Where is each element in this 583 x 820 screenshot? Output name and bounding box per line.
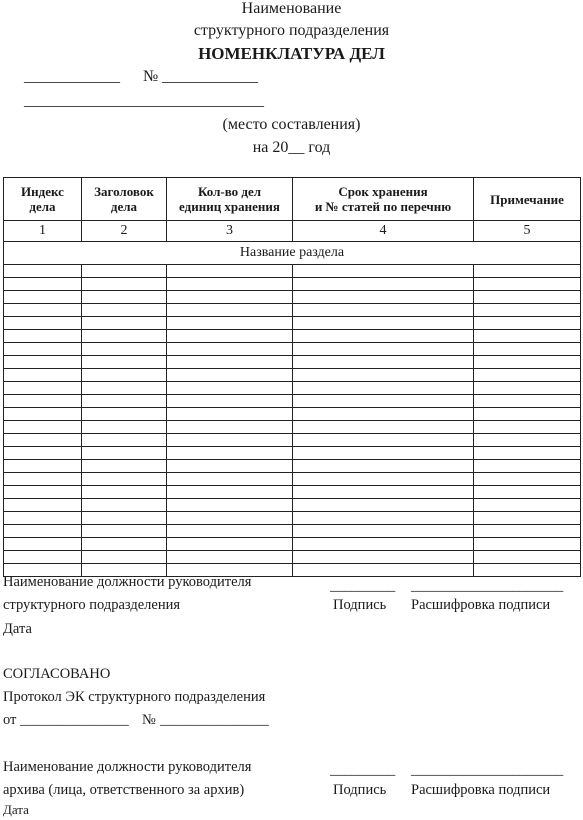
- table-cell: [293, 395, 474, 408]
- table-cell: [82, 369, 167, 382]
- table-cell: [167, 460, 293, 473]
- place-label: (место составления): [222, 116, 361, 133]
- table-cell: [4, 291, 82, 304]
- table-cell: [474, 369, 581, 382]
- table-row: [4, 434, 581, 447]
- table-cell: [293, 551, 474, 564]
- table-cell: [474, 317, 581, 330]
- table-cell: [4, 421, 82, 434]
- decode-blank-2: _____________________: [411, 762, 564, 778]
- table-cell: [167, 525, 293, 538]
- column-number: 2: [82, 221, 167, 242]
- table-cell: [293, 460, 474, 473]
- table-cell: [474, 330, 581, 343]
- table-cell: [4, 486, 82, 499]
- table-cell: [82, 382, 167, 395]
- table-cell: [82, 525, 167, 538]
- table-cell: [474, 343, 581, 356]
- table-row: [4, 512, 581, 525]
- table-cell: [474, 291, 581, 304]
- table-cell: [82, 551, 167, 564]
- table-cell: [4, 278, 82, 291]
- table-cell: [474, 512, 581, 525]
- date-label-1: Дата: [3, 621, 32, 637]
- table-row: [4, 408, 581, 421]
- table-cell: [474, 538, 581, 551]
- table-cell: [293, 486, 474, 499]
- table-cell: [82, 473, 167, 486]
- table-cell: [82, 447, 167, 460]
- table-cell: [167, 512, 293, 525]
- col-header-title: Заголовок дела: [82, 178, 167, 221]
- head-position-line-1: Наименование должности руководителя: [3, 574, 252, 590]
- table-cell: [82, 317, 167, 330]
- decode-blank-1: _____________________: [411, 578, 564, 594]
- table-cell: [4, 408, 82, 421]
- table-cell: [167, 473, 293, 486]
- table-cell: [167, 343, 293, 356]
- nomenclature-table: [3, 177, 581, 577]
- table-cell: [167, 395, 293, 408]
- header-line-1: Наименование: [241, 0, 342, 17]
- table-cell: [474, 382, 581, 395]
- protocol-date-blank: _______________: [20, 712, 129, 728]
- table-cell: [293, 538, 474, 551]
- table-cell: [474, 460, 581, 473]
- table-cell: [167, 382, 293, 395]
- agreed-label: СОГЛАСОВАНО: [3, 666, 111, 682]
- table-cell: [82, 434, 167, 447]
- col-header-retention: Срок хранения и № статей по перечню: [293, 178, 474, 221]
- table-row: [4, 551, 581, 564]
- table-row: [4, 382, 581, 395]
- table-cell: [474, 525, 581, 538]
- protocol-from-label: от: [3, 712, 17, 728]
- table-cell: [293, 473, 474, 486]
- table-cell: [82, 408, 167, 421]
- number-sign: №: [143, 68, 159, 85]
- table-cell: [474, 473, 581, 486]
- table-cell: [167, 434, 293, 447]
- table-cell: [293, 382, 474, 395]
- table-cell: [293, 369, 474, 382]
- table-cell: [293, 421, 474, 434]
- table-cell: [167, 551, 293, 564]
- decode-caption-1: Расшифровка подписи: [411, 597, 551, 613]
- section-title: Название раздела: [4, 242, 581, 265]
- table-cell: [4, 382, 82, 395]
- table-cell: [474, 408, 581, 421]
- table-row: [4, 278, 581, 291]
- table-cell: [4, 447, 82, 460]
- col-header-count: Кол-во дел единиц хранения: [167, 178, 293, 221]
- table-row: [4, 369, 581, 382]
- table-row: [4, 447, 581, 460]
- table-cell: [474, 265, 581, 278]
- column-number: 3: [167, 221, 293, 242]
- table-cell: [293, 304, 474, 317]
- table-cell: [4, 512, 82, 525]
- table-cell: [82, 330, 167, 343]
- table-cell: [167, 304, 293, 317]
- table-cell: [293, 343, 474, 356]
- table-cell: [293, 564, 474, 577]
- table-cell: [474, 395, 581, 408]
- table-cell: [293, 499, 474, 512]
- signature-blank-1: _________: [330, 578, 396, 594]
- column-number: 5: [474, 221, 581, 242]
- year-label: на 20__ год: [252, 139, 331, 156]
- table-cell: [82, 460, 167, 473]
- column-numbers-row: [4, 221, 581, 242]
- table-row: [4, 343, 581, 356]
- signature-caption-2: Подпись: [333, 782, 387, 798]
- table-cell: [4, 395, 82, 408]
- table-row: [4, 499, 581, 512]
- table-cell: [167, 356, 293, 369]
- table-cell: [293, 356, 474, 369]
- table-cell: [474, 499, 581, 512]
- table-cell: [293, 265, 474, 278]
- table-cell: [4, 551, 82, 564]
- table-cell: [82, 356, 167, 369]
- head-position-line-2: структурного подразделения: [3, 597, 181, 613]
- table-cell: [474, 447, 581, 460]
- table-row: [4, 538, 581, 551]
- table-cell: [82, 343, 167, 356]
- table-row: [4, 356, 581, 369]
- table-cell: [474, 434, 581, 447]
- table-cell: [167, 265, 293, 278]
- table-cell: [4, 304, 82, 317]
- table-cell: [293, 278, 474, 291]
- table-cell: [82, 278, 167, 291]
- table-cell: [82, 486, 167, 499]
- table-row: [4, 421, 581, 434]
- table-row: [4, 395, 581, 408]
- table-cell: [474, 421, 581, 434]
- table-cell: [167, 369, 293, 382]
- table-row: [4, 525, 581, 538]
- table-header-row: [4, 178, 581, 221]
- table-cell: [82, 499, 167, 512]
- table-row: [4, 291, 581, 304]
- table-cell: [167, 317, 293, 330]
- table-cell: [167, 421, 293, 434]
- archive-position-line-2: архива (лица, ответственного за архив): [3, 782, 245, 798]
- table-cell: [474, 356, 581, 369]
- protocol-number-blank: _______________: [160, 712, 269, 728]
- table-row: [4, 304, 581, 317]
- signature-blank-2: _________: [330, 762, 396, 778]
- table-cell: [293, 512, 474, 525]
- table-cell: [474, 304, 581, 317]
- archive-position-line-1: Наименование должности руководителя: [3, 759, 252, 775]
- table-cell: [474, 551, 581, 564]
- table-cell: [167, 278, 293, 291]
- table-cell: [82, 421, 167, 434]
- table-row: [4, 330, 581, 343]
- document-title: НОМЕНКЛАТУРА ДЕЛ: [198, 44, 385, 63]
- table-cell: [4, 356, 82, 369]
- table-cell: [82, 512, 167, 525]
- column-number: 1: [4, 221, 82, 242]
- table-cell: [82, 395, 167, 408]
- table-cell: [4, 369, 82, 382]
- date-blank: ____________: [24, 68, 120, 85]
- protocol-number-sign: №: [142, 712, 156, 728]
- decode-caption-2: Расшифровка подписи: [411, 782, 551, 798]
- table-row: [4, 473, 581, 486]
- protocol-label: Протокол ЭК структурного подразделения: [3, 689, 266, 705]
- table-row: [4, 486, 581, 499]
- table-cell: [82, 538, 167, 551]
- table-cell: [4, 330, 82, 343]
- table-cell: [474, 486, 581, 499]
- table-row: [4, 265, 581, 278]
- table-cell: [167, 499, 293, 512]
- table-cell: [82, 265, 167, 278]
- table-row: [4, 317, 581, 330]
- table-cell: [474, 564, 581, 577]
- table-cell: [167, 486, 293, 499]
- table-cell: [4, 460, 82, 473]
- table-cell: [4, 317, 82, 330]
- table-cell: [82, 304, 167, 317]
- table-row: [4, 460, 581, 473]
- table-cell: [4, 499, 82, 512]
- table-cell: [474, 278, 581, 291]
- table-cell: [167, 538, 293, 551]
- table-cell: [293, 525, 474, 538]
- signature-caption-1: Подпись: [333, 597, 387, 613]
- table-cell: [4, 434, 82, 447]
- section-row: [4, 242, 581, 265]
- table-cell: [167, 330, 293, 343]
- table-cell: [167, 408, 293, 421]
- long-blank: ______________________________: [24, 92, 264, 109]
- table-cell: [167, 447, 293, 460]
- col-header-note: Примечание: [474, 178, 581, 221]
- table-cell: [293, 408, 474, 421]
- table-cell: [4, 473, 82, 486]
- table-cell: [4, 265, 82, 278]
- table-cell: [293, 291, 474, 304]
- table-cell: [4, 538, 82, 551]
- table-cell: [4, 343, 82, 356]
- date-label-2: Дата: [3, 802, 29, 817]
- table-cell: [293, 447, 474, 460]
- header-line-2: структурного подразделения: [193, 22, 390, 39]
- table-cell: [293, 317, 474, 330]
- table-cell: [4, 525, 82, 538]
- number-blank: ____________: [162, 68, 258, 85]
- table-cell: [293, 434, 474, 447]
- column-number: 4: [293, 221, 474, 242]
- table-cell: [167, 291, 293, 304]
- table-cell: [82, 291, 167, 304]
- col-header-index: Индекс дела: [4, 178, 82, 221]
- table-cell: [293, 330, 474, 343]
